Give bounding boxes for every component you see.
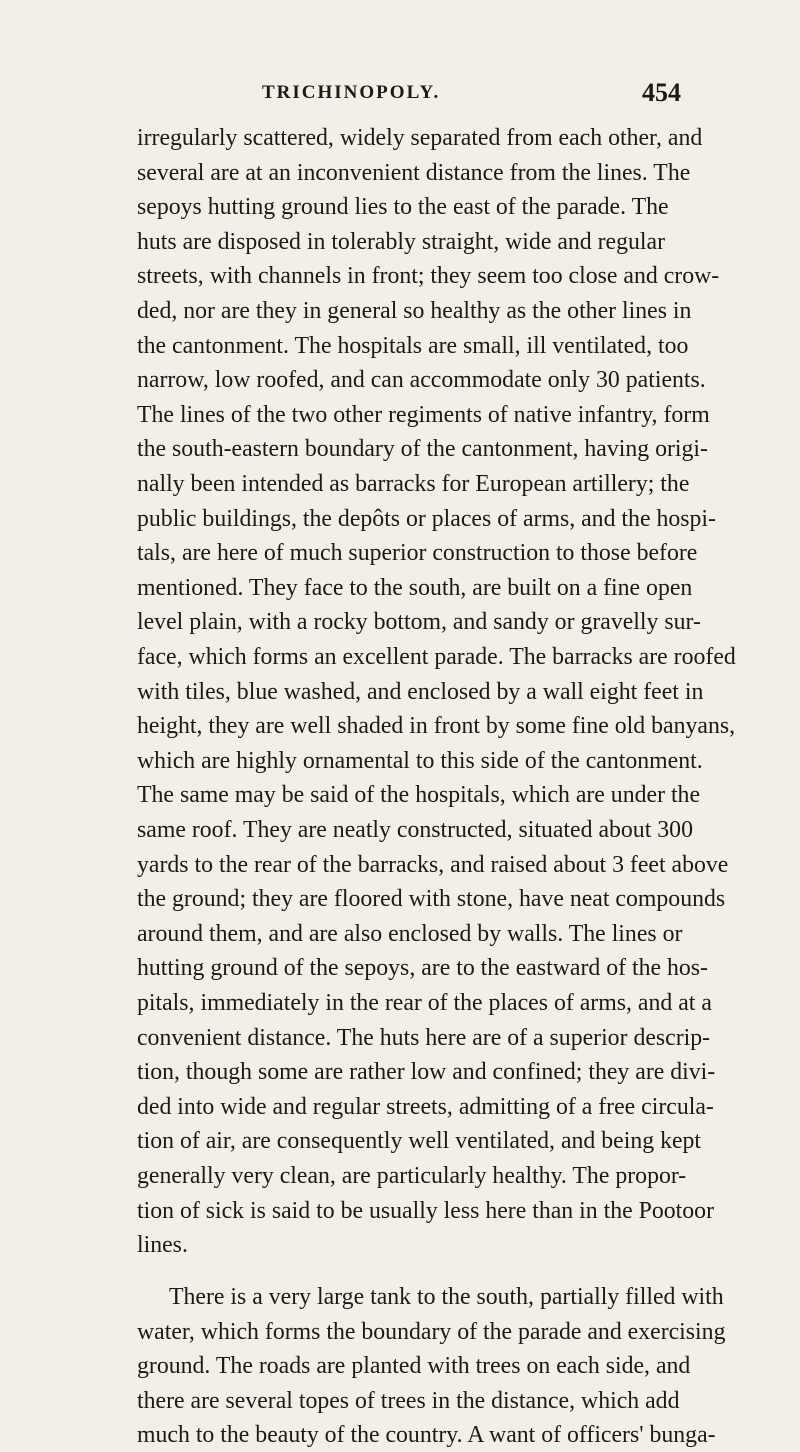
text-line: around them, and are also enclosed by walls. The lines or [137, 920, 683, 947]
text-line: ground. The roads are planted with trees on each side, and [137, 1353, 691, 1380]
text-line: with tiles, blue washed, and enclosed by a wall eight feet in [137, 678, 704, 705]
text-line: same roof. They are neatly constructed, situated about 300 [137, 817, 693, 843]
text-line: much to the beauty of the country. A want of officers' bunga- [137, 1422, 716, 1449]
text-line: ded, nor are they in general so healthy as the other lines in [137, 298, 692, 324]
text-line: pitals, immediately in the rear of the places of arms, and at a [137, 990, 712, 1016]
text-line: convenient distance. The huts here are of a superior descrip- [137, 1024, 711, 1051]
text-line: there are several topes of trees in the distance, which add [137, 1387, 680, 1414]
text-line: which are highly ornamental to this side of the cantonment. [137, 747, 703, 774]
text-line: streets, with channels in front; they seem too close and crow- [137, 263, 720, 290]
text-line: water, which forms the boundary of the parade and exercising [137, 1318, 726, 1345]
text-line: several are at an inconvenient distance from the lines. The [137, 159, 691, 186]
text-line: hutting ground of the sepoys, are to the eastward of the hos- [137, 955, 708, 982]
text-line: tion, though some are rather low and confined; they are divi- [137, 1059, 716, 1086]
running-head: TRICHINOPOLY. [262, 82, 441, 103]
text-line: tion of air, are consequently well ventilated, and being kept [137, 1128, 702, 1155]
text-line: sepoys hutting ground lies to the east of the parade. The [137, 194, 669, 221]
text-line: The same may be said of the hospitals, which are under the [137, 782, 701, 809]
text-line: public buildings, the depôts or places of arms, and the hospi- [137, 505, 716, 532]
text-line: the south-eastern boundary of the cantonment, having origi- [137, 436, 708, 463]
text-line: irregularly scattered, widely separated from each other, and [137, 125, 703, 151]
text-line: level plain, with a rocky bottom, and sandy or gravelly sur- [137, 609, 701, 636]
text-line: face, which forms an excellent parade. The barracks are roofed [137, 644, 736, 670]
text-line: the cantonment. The hospitals are small, ill ventilated, too [137, 332, 689, 359]
text-line: height, they are well shaded in front by some fine old banyans, [137, 713, 736, 740]
text-line: yards to the rear of the barracks, and raised about 3 feet above [137, 851, 729, 878]
text-line: There is a very large tank to the south, partially filled with [169, 1284, 724, 1310]
text-line: generally very clean, are particularly healthy. The propor- [137, 1163, 687, 1189]
text-line: the ground; they are floored with stone, have neat compounds [137, 886, 726, 913]
text-line: lines. [137, 1232, 188, 1259]
text-line: tals, are here of much superior construction to those before [137, 540, 698, 567]
text-line: nally been intended as barracks for European artillery; the [137, 471, 690, 497]
page-number: 454 [642, 78, 681, 107]
text-line: tion of sick is said to be usually less here than in the Pootoor [137, 1197, 714, 1224]
text-line: huts are disposed in tolerably straight, wide and regular [137, 228, 666, 255]
page-header [0, 78, 800, 108]
text-line: ded into wide and regular streets, admitting of a free circula- [137, 1093, 714, 1120]
text-line: narrow, low roofed, and can accommodate only 30 patients. [137, 367, 706, 394]
text-line: mentioned. They face to the south, are built on a fine open [137, 574, 693, 601]
text-line: The lines of the two other regiments of native infantry, form [137, 401, 710, 428]
